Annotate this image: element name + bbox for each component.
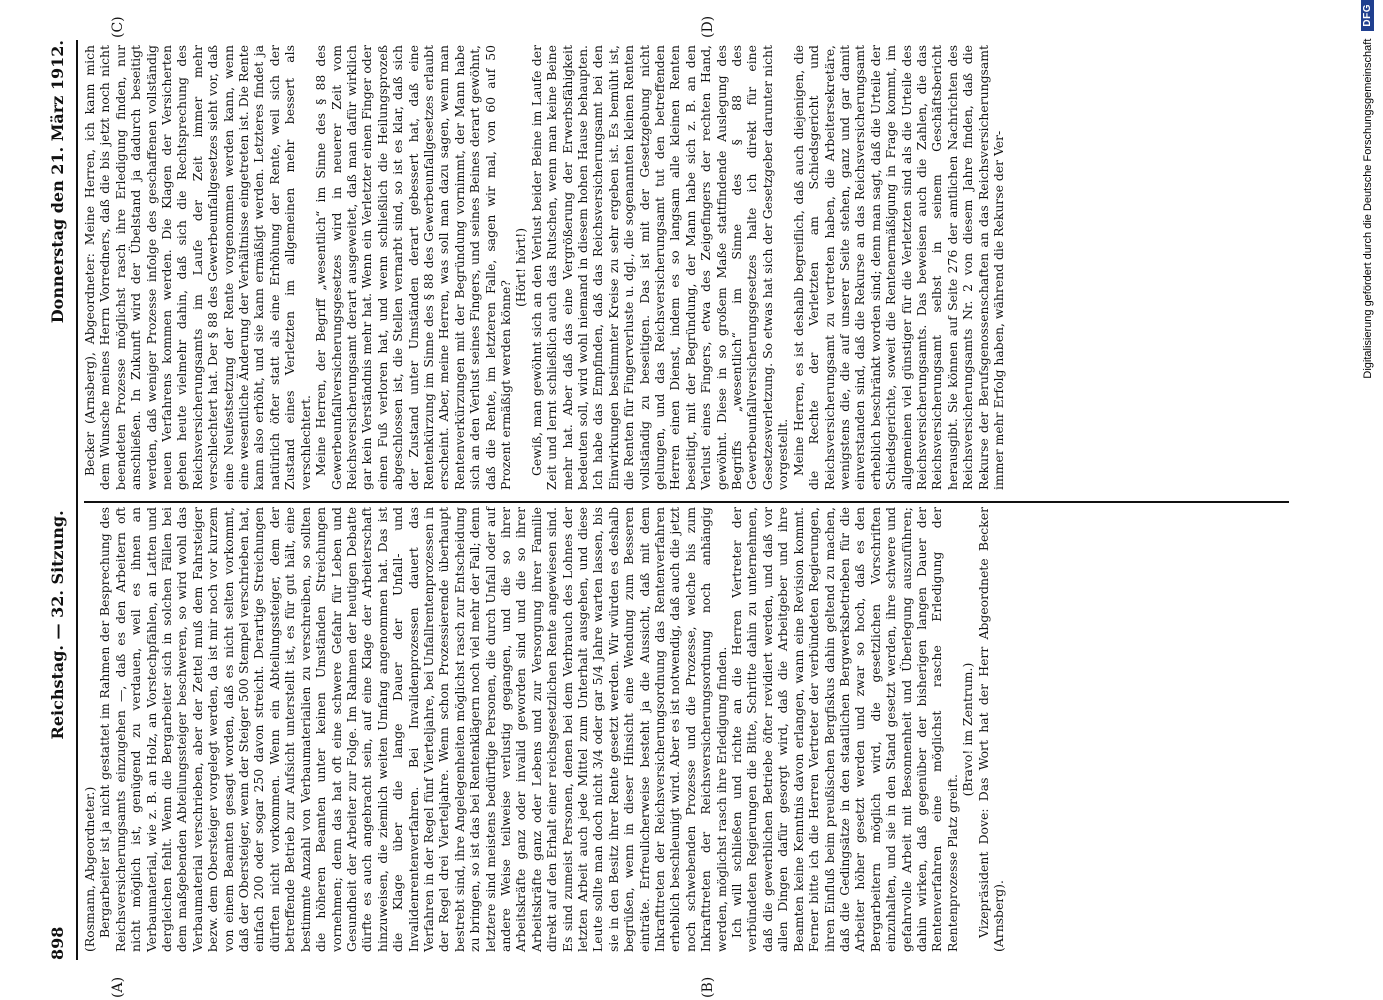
- margin-marker-b: (B): [700, 976, 716, 998]
- column-divider: [84, 501, 1289, 503]
- digitization-credit: [1352, 0, 1383, 1000]
- page-number: 898: [48, 926, 67, 960]
- margin-marker-d: (D): [700, 15, 716, 38]
- speech-paragraph: Meine Herren, es ist deshalb begreiflich, daß auch diejenigen, die die Rechte der Verletzten am Schiedsgericht und Reichsversicherungsamt zu vertreten haben, die Arbeitersekretäre, wenigstens die, die auf unserer Seite stehen, ganz und gar damit einverstanden sind, daß die Rekurse an das Reichsversicherungsamt erheblich beschränkt worden sind; denn man sagt, daß die Urteile der Schiedsgerichte, soweit die Rentenermäßigung in Frage kommt, im allgemeinen viel günstiger für die Verletzten sind als die Urteile des Reichsversicherungsamts. Das beweisen auch die Zahlen, die das Reichsversicherungsamt selbst in seinem Geschäftsbericht herausgibt. Sie können auf Seite 276 der amtlichen Nachrichten des Reichsversicherungsamts Nr. 2 von diesem Jahre finden, daß die Rekurse der Berufsgenossenschaften an das Reichsversicherungsamt immer mehr Erfolg haben, während die Rekurse der Ver-: [790, 45, 1006, 490]
- dfg-logo: DFG: [1361, 0, 1374, 31]
- left-column: [82, 507, 1006, 952]
- speech-paragraph: Meine Herren, der Begriff „wesentlich“ im Sinne des § 88 des Gewerbeunfallversicherungsgesetzes wird in neuerer Zeit vom Reichsversicherungsamt derart ausgeweitet, daß man dafür wirklich gar kein Verständnis mehr hat. Wenn ein Verletzter einen Finger oder einen Fuß verloren hat, und wenn schließlich die Heilungsprozeß abgeschlossen ist, die Stellen vernarbt sind, so ist es klar, daß sich der Zustand unter Umständen derart gebessert hat, daß eine Rentenkürzung im Sinne des § 88 des Gewerbeunfallgesetzes erlaubt erscheint. Aber, meine Herren, was soll man dazu sagen, wenn man Rentenverkürzungen mit der Begründung vornimmt, der Mann habe sich an den Verlust seines Fingers, und seines Beines derart gewöhnt, daß die Rente, im letzteren Falle, sagen wir mal, von 60 auf 50 Prozent ermäßigt werden könne?: [313, 45, 513, 490]
- header-rule: [76, 40, 78, 960]
- session-date: Donnerstag den 21. März 1912.: [48, 40, 67, 324]
- session-title: Reichstag. — 32. Sitzung.: [48, 510, 67, 740]
- right-column: [82, 45, 1006, 490]
- margin-marker-a: (A): [110, 976, 126, 998]
- credit-text: Digitalisierung gefördert durch die Deutsche Forschungsgemeinschaft: [1361, 38, 1374, 379]
- speaker-intro: (Rosmann, Abgeordneter.): [82, 786, 97, 952]
- interjection-note: (Hört! hört!): [513, 227, 529, 308]
- vice-president-note: Vizepräsident Dove: Das Wort hat der Herr Abgeordnete Becker (Arnsberg).: [975, 507, 1006, 952]
- speech-paragraph: Gewiß, man gewöhnt sich an den Verlust beider Beine im Laufe der Zeit und lernt schließlich auch das Rutschen, wenn man keine Beine mehr hat. Aber daß das eine Vergrößerung der Erwerbsfähigkeit bedeuten soll, wird wohl niemand in diesem hohen Hause behaupten. Ich habe das Empfinden, daß das Reichsversicherungsamt bei den Einwirkungen bestimmter Kreise zu sehr ergeben ist. Es bemüht ist, die Renten für Fingerverluste u. dgl., die sogenannten kleinen Renten vollständig zu beseitigen. Das ist mit der Gesetzgebung nicht gelungen, und das Reichsversicherungsamt tut den betreffenden Herren einen Dienst, indem es so langsam alle kleinen Renten beseitigt, mit der Begründung, der Mann habe sich z. B. an den Verlust eines Fingers, etwa des Zeigefingers der rechten Hand, gewöhnt. Diese in so großem Maße stattfindende Auslegung des Begriffs „wesentlich“ im Sinne des § 88 des Gewerbeunfallversicherungsgesetzes halte ich direkt für eine Gesetzesverletzung. So etwas hat sich der Gesetzgeber darunter nicht vorgestellt.: [528, 45, 791, 490]
- speech-paragraph: Bergarbeiter ist ja nicht gestattet im Rahmen der Besprechung des Reichsversicherungsamts einzugehen —, daß es den Arbeitern oft nicht möglich ist, genügend zu verdauen, weil es ihnen an Verbaumaterial, wie z. B. an Holz, an Vorstechpfählen, an Latten und dergleichen fehlt. Wenn die Bergarbeiter sich in solchen Fällen bei dem maßgebenden Abteilungssteiger beschweren, so wird wohl das Verbaumaterial verschrieben, aber der Zettel muß dem Fahrsteiger bezw. dem Obersteiger vorgelegt werden, da ist mir noch vor kurzem von einem Beamten gesagt worden, daß es nicht selten vorkommt, daß der Obersteiger, wenn der Steiger 500 Stempel verschrieben hat, einfach 200 oder sogar 250 davon streicht. Derartige Streichungen dürften nicht vorkommen. Wenn ein Abteilungssteiger, dem der betreffende Betrieb zur Aufsicht unterstellt ist, es für gut hält, eine bestimmte Anzahl von Verbaumaterialien zu verschreiben, so sollten die höheren Beamten unter keinen Umständen Streichungen vornehmen; denn das hat oft eine schwere Gefahr für Leben und Gesundheit der Arbeiter zur Folge. Im Rahmen der heutigen Debatte dürfte es auch angebracht sein, auf eine Klage der Arbeiterschaft hinzuweisen, die ziemlich weiten Umfang angenommen hat. Das ist die Klage über die lange Dauer der Unfall- und Invalidenrentenverfahren. Bei Invalidenprozessen dauert das Verfahren in der Regel fünf Vierteljahre, bei Unfallrentenprozessen in der Regel drei Vierteljahre. Wenn schon Prozessierende überhaupt bestrebt sind, ihre Angelegenheiten möglichst rasch zur Entscheidung zu bringen, so ist das bei Rentenklägern noch viel mehr der Fall; denn letztere sind meistens bedürftige Personen, die durch Unfall oder auf andere Weise teilweise verlustig gegangen, und die so ihrer Arbeitskräfte ganz oder invalid geworden sind und die so ihrer Arbeitskräfte ganz oder Lebens und zur Versorgung ihrer Familie direkt auf den Erhalt einer reichsgesetzlichen Rente angewiesen sind. Es sind zumeist Personen, denen bei dem Verbrauch des Lohnes der letzten Arbeit auch jede Mittel zum Unterhalt ausgehen, und diese Leute sollte man doch nicht 3/4 oder gar 5/4 Jahre warten lassen, bis sie in den Besitz ihrer Rente gesetzt werden. Wir würden es deshalb begrüßen, wenn in dieser Hinsicht eine Wendung zum Besseren einträte. Erfreulicherweise besteht ja die Aussicht, daß mit dem Inkrafttreten der Reichsversicherungsordnung das Rentenverfahren erheblich beschleunigt wird. Aber es ist notwendig, daß auch die jetzt noch schwebenden Prozesse und die Prozesse, welche bis zum Inkrafttreten der Reichsversicherungsordnung noch anhängig werden, möglichst rasch ihre Erledigung finden.: [97, 507, 729, 952]
- margin-marker-c: (C): [110, 16, 126, 38]
- running-head: [48, 40, 74, 960]
- applause-note: (Bravo! im Zentrum.): [960, 662, 976, 797]
- speech-paragraph: Becker (Arnsberg), Abgeordneter: Meine Herren, ich kann mich dem Wunsche meines Herrn Vorredners, daß die bis jetzt noch nicht beendeten Prozesse möglichst rasch ihre Erledigung finden, nur anschließen. In Zukunft wird der Übelstand ja dadurch beseitigt werden, daß weniger Prozesse infolge des geschaffenen vollständig neuen Verfahrens kommen werden. Die Klagen der Versicherten gehen heute vielmehr dahin, daß sich die Rechtsprechung des Reichsversicherungsamts im Laufe der Zeit immer mehr verschlechtert hat. Der § 88 des Gewerbeunfallgesetzes sieht vor, daß eine Neufestsetzung der Rente vorgenommen werden kann, wenn eine wesentliche Änderung der Verhältnisse eingetreten ist. Die Rente kann also erhöht, und sie kann ermäßigt werden. Letzteres findet ja natürlich öfter statt als eine Erhöhung der Rente, weil sich der Zustand eines Verletzten im allgemeinen mehr bessert als verschlechtert.: [82, 45, 313, 490]
- speech-paragraph: Ich will schließen und richte an die Herren Vertreter der verbündeten Regierungen die Bitte, Schritte dahin zu unternehmen, daß die gewerblichen Betriebe öfter revidiert werden, und daß vor allen Dingen dafür gesorgt wird, daß die Arbeitgeber und ihre Beamten keine Kenntnis davon erlangen, wann eine Revision kommt. Ferner bitte ich die Herren Vertreter der verbündeten Regierungen, ihren Einfluß beim preußischen Bergfiskus dahin geltend zu machen, daß die Gedingsätze in den staatlichen Bergwerksbetrieben für die Arbeiter höher gesetzt werden und zwar so hoch, daß es den Bergarbeitern möglich wird, die gesetzlichen Vorschriften einzuhalten, und sie in den Stand gesetzt werden, ihre schwere und gefahrvolle Arbeit mit Besonnenheit und Überlegung auszuführen; dahin wirken, daß gegenüber der bisherigen langen Dauer der Rentenverfahren eine möglichst rasche Erledigung der Rentenprozesse Platz greift.: [729, 507, 960, 952]
